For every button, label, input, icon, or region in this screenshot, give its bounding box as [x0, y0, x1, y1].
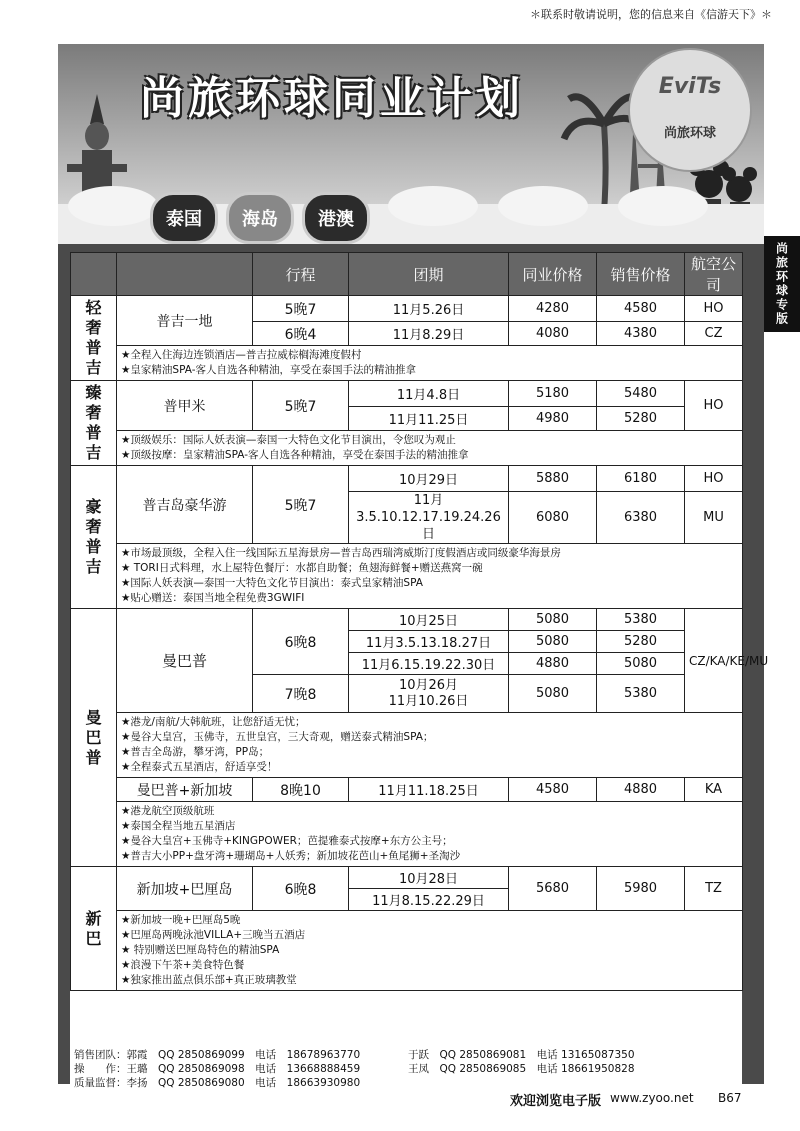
pricing-sheet — [70, 252, 769, 1048]
trade-price: 6080 — [509, 492, 597, 544]
header-blank — [117, 253, 253, 296]
departure-date: 10月25日 — [349, 609, 509, 631]
contact-row — [74, 1048, 742, 1062]
top-note: ＊联系时敬请说明，您的信息来自《信游天下》＊ — [530, 8, 772, 21]
header-airline: 航空公司 — [685, 253, 743, 296]
duration: 7晚8 — [253, 675, 349, 713]
category-label: 臻 奢 普 吉 — [71, 381, 117, 466]
trade-price: 5080 — [509, 675, 597, 713]
departure-date: 11月4.8日 — [349, 381, 509, 407]
contact-list — [70, 1046, 742, 1092]
features-row — [71, 346, 743, 381]
table-header-row — [71, 253, 743, 296]
table-row — [71, 381, 743, 407]
tab-islands[interactable]: 海岛 — [226, 192, 294, 244]
category-label: 新 巴 — [71, 867, 117, 991]
duration: 5晚7 — [253, 466, 349, 544]
route-name: 普吉一地 — [117, 296, 253, 346]
departure-date: 11月8.29日 — [349, 322, 509, 346]
contact-entry: 销售团队：郭霞 QQ 2850869099 电话 18678963770 — [74, 1049, 361, 1061]
contact-entry: 王凤 QQ 2850869085 电话 18661950828 — [408, 1063, 635, 1075]
airline: TZ — [685, 867, 743, 911]
contact-row — [74, 1062, 742, 1076]
trade-price: 4280 — [509, 296, 597, 322]
airline: HO — [685, 381, 743, 431]
retail-price: 6380 — [597, 492, 685, 544]
trade-price: 4980 — [509, 407, 597, 431]
airline: CZ/KA/KE/MU — [685, 609, 743, 713]
header-trade-price: 同业价格 — [509, 253, 597, 296]
footer-welcome: 欢迎浏览电子版 — [510, 1094, 602, 1109]
feature-list: ★港龙航空顶级航班 ★泰国全程当地五星酒店 ★曼谷大皇宫+玉佛寺+KINGPOWER；芭提雅泰式按摩+东方公主号； ★普吉大小PP+盘牙湾+珊瑚岛+人妖秀；新加坡花芭山+鱼尾狮+圣淘沙 — [117, 802, 743, 867]
table-row — [71, 867, 743, 889]
retail-price: 5280 — [597, 631, 685, 653]
duration: 6晚4 — [253, 322, 349, 346]
departure-date: 11月6.15.19.22.30日 — [349, 653, 509, 675]
trade-price: 5680 — [509, 867, 597, 911]
departure-date: 11月11.18.25日 — [349, 778, 509, 802]
cloud-decoration — [388, 186, 478, 226]
category-label: 轻 奢 普 吉 — [71, 296, 117, 381]
cloud-decoration — [68, 186, 158, 226]
table-row — [71, 778, 743, 802]
trade-price: 5880 — [509, 466, 597, 492]
duration: 5晚7 — [253, 296, 349, 322]
retail-price: 5280 — [597, 407, 685, 431]
header-itinerary: 行程 — [253, 253, 349, 296]
features-row — [71, 544, 743, 609]
features-row — [71, 911, 743, 991]
duration: 6晚8 — [253, 867, 349, 911]
contact-entry: 操 作：王璐 QQ 2850869098 电话 13668888459 — [74, 1063, 361, 1075]
departure-date: 11月8.15.22.29日 — [349, 889, 509, 911]
route-name: 普甲米 — [117, 381, 253, 431]
pricing-table — [70, 252, 769, 991]
retail-price: 6180 — [597, 466, 685, 492]
features-row — [71, 713, 743, 778]
feature-list: ★新加坡一晚+巴厘岛5晚 ★巴厘岛两晚泳池VILLA+三晚当五酒店 ★ 特别赠送巴厘岛特色的精油SPA ★浪漫下午茶+美食特色餐 ★独家推出蓝点俱乐部+真正玻璃教堂 — [117, 911, 743, 991]
trade-price: 5180 — [509, 381, 597, 407]
destination-tabs — [150, 192, 370, 244]
retail-price: 5080 — [597, 653, 685, 675]
cloud-decoration — [618, 186, 708, 226]
tab-thailand[interactable]: 泰国 — [150, 192, 218, 244]
departure-date: 11月5.26日 — [349, 296, 509, 322]
tab-hk-macau[interactable]: 港澳 — [302, 192, 370, 244]
cloud-decoration — [498, 186, 588, 226]
route-name: 曼巴普+新加坡 — [117, 778, 253, 802]
retail-price: 5480 — [597, 381, 685, 407]
retail-price: 4880 — [597, 778, 685, 802]
departure-date: 11月11.25日 — [349, 407, 509, 431]
duration: 5晚7 — [253, 381, 349, 431]
table-row — [71, 466, 743, 492]
departure-date: 10月26月 11月10.26日 — [349, 675, 509, 713]
header-dates: 团期 — [349, 253, 509, 296]
footer-url-link[interactable]: www.zyoo.net — [610, 1091, 694, 1105]
brand-logo — [628, 48, 752, 172]
table-row — [71, 609, 743, 631]
feature-list: ★顶级娱乐：国际人妖表演—泰国一大特色文化节目演出，令您叹为观止 ★顶级按摩：皇家精油SPA-客人自选各种精油，享受在泰国手法的精油推拿 — [117, 431, 743, 466]
retail-price: 5980 — [597, 867, 685, 911]
trade-price: 4080 — [509, 322, 597, 346]
departure-date: 11月 3.5.10.12.17.19.24.26日 — [349, 492, 509, 544]
airline: CZ — [685, 322, 743, 346]
duration: 8晚10 — [253, 778, 349, 802]
trade-price: 4880 — [509, 653, 597, 675]
page-number: B67 — [718, 1091, 742, 1105]
departure-date: 10月29日 — [349, 466, 509, 492]
contact-row — [74, 1076, 742, 1090]
departure-date: 11月3.5.13.18.27日 — [349, 631, 509, 653]
contact-entry: 质量监督：李扬 QQ 2850869080 电话 18663930980 — [74, 1077, 361, 1089]
trade-price: 4580 — [509, 778, 597, 802]
airline: KA — [685, 778, 743, 802]
retail-price: 5380 — [597, 675, 685, 713]
retail-price: 4380 — [597, 322, 685, 346]
side-section-tab: 尚旅环球专版 — [764, 236, 800, 332]
trade-price: 5080 — [509, 631, 597, 653]
logo-brand-text: EviTs — [658, 74, 722, 99]
airline: MU — [685, 492, 743, 544]
duration: 6晚8 — [253, 609, 349, 675]
logo-name: 尚旅环球 — [663, 126, 716, 141]
airline: HO — [685, 296, 743, 322]
trade-price: 5080 — [509, 609, 597, 631]
airline: HO — [685, 466, 743, 492]
category-label: 豪 奢 普 吉 — [71, 466, 117, 609]
route-name: 新加坡+巴厘岛 — [117, 867, 253, 911]
retail-price: 4580 — [597, 296, 685, 322]
header-retail-price: 销售价格 — [597, 253, 685, 296]
route-name: 普吉岛豪华游 — [117, 466, 253, 544]
departure-date: 10月28日 — [349, 867, 509, 889]
retail-price: 5380 — [597, 609, 685, 631]
route-name: 曼巴普 — [117, 609, 253, 713]
features-row — [71, 802, 743, 867]
feature-list: ★市场最顶级，全程入住一线国际五星海景房—普吉岛西瑞湾威斯汀度假酒店或同级豪华海景房 ★ TORI日式料理，水上屋特色餐厅：水都自助餐；鱼翅海鲜餐+赠送燕窝一碗 ★国际人妖表演—泰国一大特色文化节目演出：泰式皇家精油SPA ★贴心赠送：泰国当地全程免费3GWIFI — [117, 544, 743, 609]
table-row — [71, 296, 743, 322]
contact-entry: 于跃 QQ 2850869081 电话 13165087350 — [408, 1049, 635, 1061]
banner-title: 尚旅环球同业计划 — [140, 73, 524, 124]
header-blank — [71, 253, 117, 296]
features-row — [71, 431, 743, 466]
feature-list: ★港龙/南航/大韩航班，让您舒适无忧； ★曼谷大皇宫，玉佛寺，五世皇宫，三大奇观，赠送泰式精油SPA； ★普吉全岛游，攀牙湾，PP岛； ★全程泰式五星酒店，舒适享受！ — [117, 713, 743, 778]
feature-list: ★全程入住海边连锁酒店—普吉拉威棕榈海滩度假村 ★皇家精油SPA-客人自选各种精油，享受在泰国手法的精油推拿 — [117, 346, 743, 381]
category-label: 曼 巴 普 — [71, 609, 117, 867]
